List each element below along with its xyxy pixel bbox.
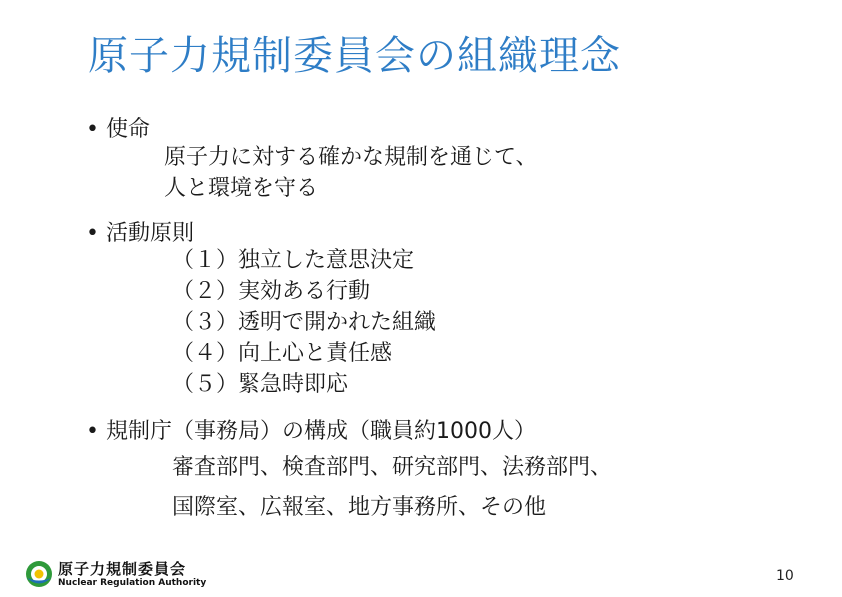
page-number: 10 [776,568,794,584]
section-heading: 使命 [106,117,151,142]
principle-item: （１）独立した意思決定 [172,248,415,273]
section-heading: 活動原則 [106,221,195,246]
principle-item: （４）向上心と責任感 [172,341,393,366]
principle-item: （３）透明で開かれた組織 [172,310,437,335]
mission-line: 原子力に対する確かな規制を通じて、 [164,145,538,170]
nra-logo-icon [24,559,54,589]
bullet: • [86,419,99,444]
mission-line: 人と環境を守る [164,176,319,201]
section-heading: 規制庁（事務局）の構成（職員約1000人） [106,419,536,444]
nra-logo [24,557,214,597]
organization-line: 国際室、広報室、地方事務所、その他 [172,495,547,520]
logo-text-jp: 原子力規制委員会 [58,560,187,578]
logo-text-en: Nuclear Regulation Authority [58,578,207,588]
principle-item: （２）実効ある行動 [172,279,371,304]
principle-item: （５）緊急時即応 [172,372,349,397]
section-mission [86,112,150,143]
bullet: • [86,117,99,142]
section-principles [86,216,194,247]
slide-title: 原子力規制委員会の組織理念 [88,33,621,79]
section-organization [86,414,536,445]
organization-line: 審査部門、検査部門、研究部門、法務部門、 [172,455,613,480]
bullet: • [86,221,99,246]
